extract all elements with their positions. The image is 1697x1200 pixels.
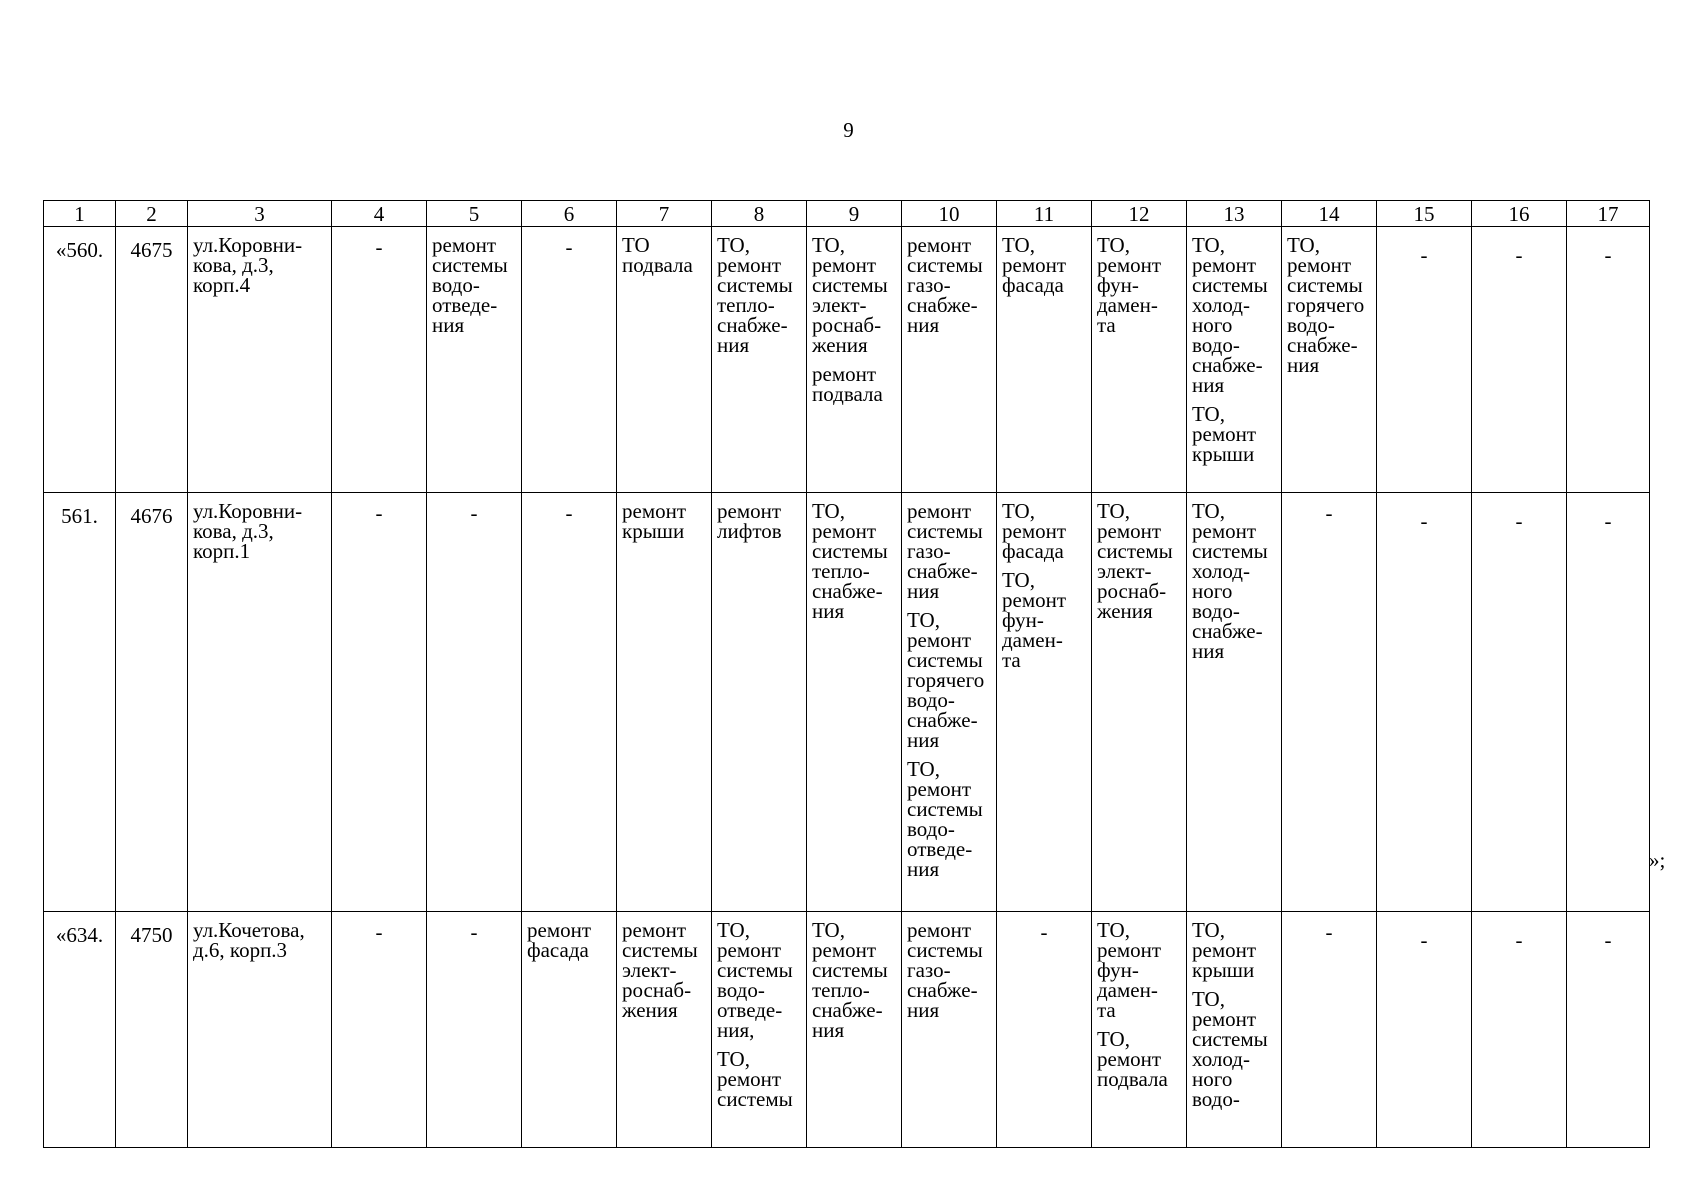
table-cell [617, 912, 712, 1148]
empty-mark: - [565, 235, 573, 259]
table-cell [116, 912, 188, 1148]
table-cell [997, 912, 1092, 1148]
table-cell [1282, 227, 1377, 493]
table-cell [44, 227, 116, 493]
table-cell [712, 493, 807, 912]
empty-mark: - [470, 501, 478, 525]
cell-text: ул.Коровни- кова, д.3, корп.4 [193, 233, 303, 297]
cell-text: ТО, ремонт системы элект- роснаб- жения [812, 233, 888, 357]
row-number: «634. [55, 923, 104, 947]
empty-mark: - [1604, 928, 1612, 952]
column-header: 17 [1567, 201, 1650, 227]
house-code: 4675 [130, 238, 173, 262]
column-header: 3 [188, 201, 332, 227]
cell-text: ремонт лифтов [717, 499, 782, 543]
table-cell [44, 493, 116, 912]
column-header: 8 [712, 201, 807, 227]
table-cell [332, 227, 427, 493]
table-cell [1472, 912, 1567, 1148]
cell-text: ул.Коровни- кова, д.3, корп.1 [193, 499, 303, 563]
table-cell [1187, 912, 1282, 1148]
cell-text: ТО, ремонт системы тепло- снабже- ния [812, 499, 888, 623]
table-cell [1282, 912, 1377, 1148]
repair-schedule-table [43, 200, 1650, 1148]
empty-mark: - [1420, 243, 1428, 267]
table-cell [1472, 493, 1567, 912]
cell-text: ТО, ремонт системы водо- отведе- ния [907, 757, 983, 881]
table-cell [332, 493, 427, 912]
table-cell [188, 493, 332, 912]
column-header: 13 [1187, 201, 1282, 227]
cell-text: ТО, ремонт системы горячего водо- снабже- ния [907, 608, 985, 752]
table-cell [617, 227, 712, 493]
table-cell [116, 227, 188, 493]
table-cell [807, 227, 902, 493]
table-cell [617, 493, 712, 912]
table-cell [188, 912, 332, 1148]
table-cell [1187, 227, 1282, 493]
empty-mark: - [1515, 928, 1523, 952]
cell-text: ТО, ремонт фун- дамен- та [1097, 918, 1162, 1022]
table-cell [522, 227, 617, 493]
cell-text: ТО, ремонт фун- дамен- та [1097, 233, 1162, 337]
cell-text: ТО, ремонт системы горячего водо- снабже- ния [1287, 233, 1365, 377]
empty-mark: - [470, 920, 478, 944]
table-row [44, 493, 1650, 912]
cell-text: ТО, ремонт системы холод- ного водо- [1192, 987, 1268, 1111]
cell-text: ТО, ремонт системы тепло- снабже- ния [717, 233, 793, 357]
cell-text: ТО, ремонт фун- дамен- та [1002, 568, 1067, 672]
table-cell [902, 912, 997, 1148]
cell-text: ТО, ремонт фасада [1002, 233, 1067, 297]
table-cell [1377, 227, 1472, 493]
table-cell [522, 493, 617, 912]
empty-mark: - [1040, 920, 1048, 944]
cell-text: ТО, ремонт системы водо- отведе- ния, [717, 918, 793, 1042]
cell-text: ремонт крыши [622, 499, 687, 543]
table-cell [997, 493, 1092, 912]
column-header: 15 [1377, 201, 1472, 227]
table-cell [1567, 227, 1650, 493]
cell-text: ТО, ремонт системы холод- ного водо- снабже- ния [1192, 499, 1268, 663]
empty-mark: - [1515, 243, 1523, 267]
table-cell [712, 227, 807, 493]
table-cell [1567, 912, 1650, 1148]
cell-text: ТО подвала [622, 233, 693, 277]
table-cell [1282, 493, 1377, 912]
empty-mark: - [375, 501, 383, 525]
column-header: 7 [617, 201, 712, 227]
house-code: 4750 [130, 923, 173, 947]
column-header: 16 [1472, 201, 1567, 227]
column-header: 2 [116, 201, 188, 227]
table-cell [116, 493, 188, 912]
empty-mark: - [1325, 920, 1333, 944]
table-cell [1092, 912, 1187, 1148]
table-cell [1377, 493, 1472, 912]
column-header: 5 [427, 201, 522, 227]
cell-text: ремонт системы газо- снабже- ния [907, 233, 983, 337]
column-header: 6 [522, 201, 617, 227]
column-header: 1 [44, 201, 116, 227]
table-cell [427, 912, 522, 1148]
table-cell [427, 227, 522, 493]
cell-text: ТО, ремонт системы тепло- снабже- ния [812, 918, 888, 1042]
empty-mark: - [1420, 509, 1428, 533]
table-cell [807, 493, 902, 912]
column-header: 10 [902, 201, 997, 227]
house-code: 4676 [130, 504, 173, 528]
empty-mark: - [1604, 509, 1612, 533]
table-cell [522, 912, 617, 1148]
page-number: 9 [843, 118, 854, 142]
table-cell [332, 912, 427, 1148]
row-closing-quote: »; [1649, 848, 1666, 872]
empty-mark: - [1515, 509, 1523, 533]
cell-text: ул.Кочетова, д.6, корп.3 [193, 918, 305, 962]
table-cell [902, 227, 997, 493]
table-cell [188, 227, 332, 493]
table-cell [1377, 912, 1472, 1148]
column-header: 11 [997, 201, 1092, 227]
table-cell [44, 912, 116, 1148]
cell-text: ТО, ремонт фасада [1002, 499, 1067, 563]
cell-text: ремонт системы водо- отведе- ния [432, 233, 508, 337]
table-cell [712, 912, 807, 1148]
empty-mark: - [375, 235, 383, 259]
cell-text: ремонт системы элект- роснаб- жения [622, 918, 698, 1022]
table-cell [997, 227, 1092, 493]
table-cell [1092, 493, 1187, 912]
row-number: «560. [55, 238, 104, 262]
column-header: 4 [332, 201, 427, 227]
table-cell [427, 493, 522, 912]
table-cell [1092, 227, 1187, 493]
cell-text: ТО, ремонт системы холод- ного водо- снабже- ния [1192, 233, 1268, 397]
cell-text: ТО, ремонт системы [717, 1047, 793, 1111]
table-cell [1567, 493, 1650, 912]
cell-text: ремонт фасада [527, 918, 592, 962]
table-cell [1187, 493, 1282, 912]
cell-text: ТО, ремонт подвала [1097, 1027, 1168, 1091]
cell-text: ремонт системы газо- снабже- ния [907, 499, 983, 603]
empty-mark: - [375, 920, 383, 944]
cell-text: ремонт системы газо- снабже- ния [907, 918, 983, 1022]
table-cell [807, 912, 902, 1148]
empty-mark: - [1604, 243, 1612, 267]
table-cell [902, 493, 997, 912]
table-cell [1472, 227, 1567, 493]
cell-text: ремонт подвала [812, 362, 883, 406]
cell-text: ТО, ремонт крыши [1192, 402, 1257, 466]
column-header: 9 [807, 201, 902, 227]
empty-mark: - [1325, 501, 1333, 525]
table-row [44, 227, 1650, 493]
column-number-row [44, 201, 1650, 227]
cell-text: ТО, ремонт системы элект- роснаб- жения [1097, 499, 1173, 623]
table-row [44, 912, 1650, 1148]
cell-text: ТО, ремонт крыши [1192, 918, 1257, 982]
empty-mark: - [565, 501, 573, 525]
row-number: 561. [61, 504, 98, 528]
column-header: 14 [1282, 201, 1377, 227]
empty-mark: - [1420, 928, 1428, 952]
column-header: 12 [1092, 201, 1187, 227]
